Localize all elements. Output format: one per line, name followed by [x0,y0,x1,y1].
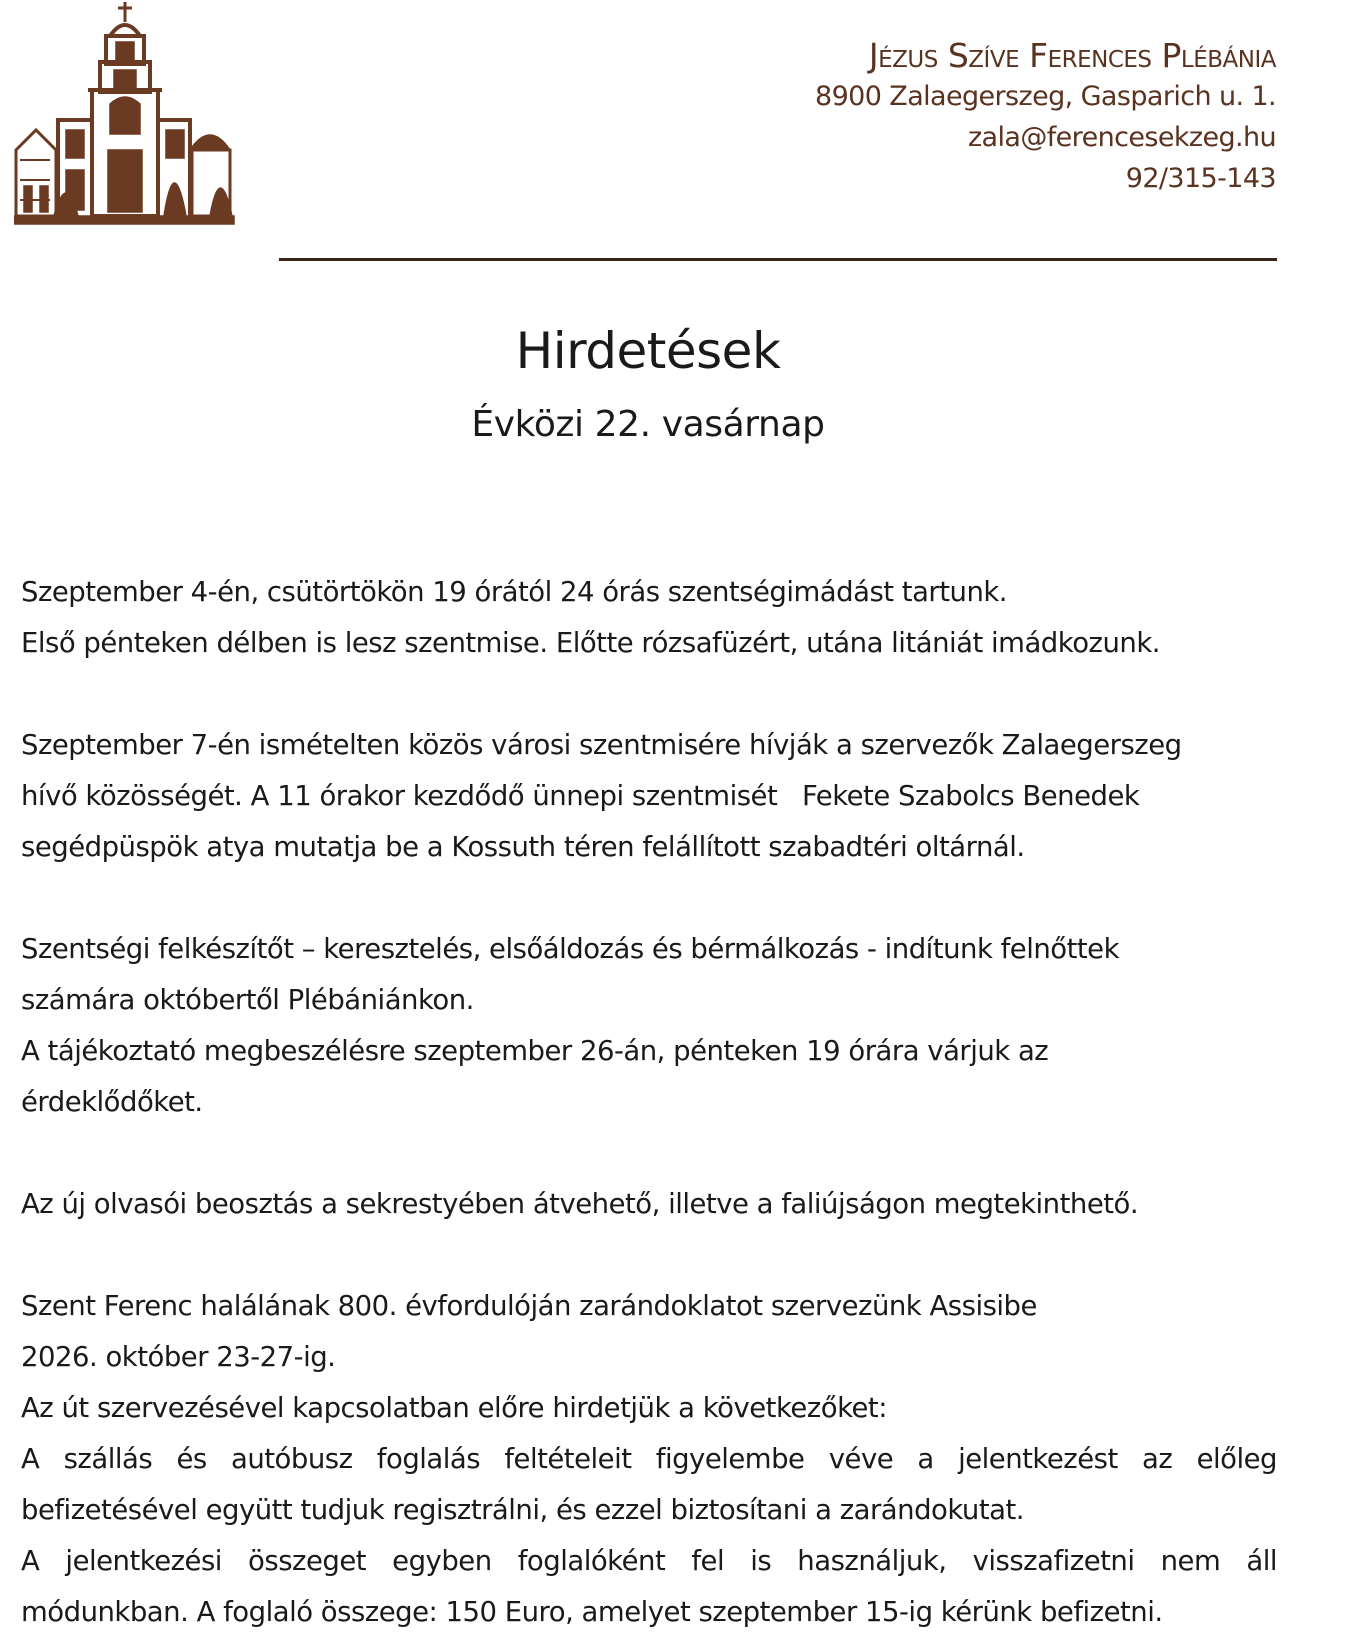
church-drawing-icon [14,0,242,236]
announcement-line: 2026. október 23-27-ig. [21,1341,336,1373]
header-divider [279,258,1277,261]
announcement-line: hívő közösségét. A 11 órakor kezdődő ünnepi szentmisét Fekete Szabolcs Benedek [21,780,1140,812]
announcement-line: Első pénteken délben is lesz szentmise. Előtte rózsafüzért, utána litániát imádkozunk. [21,627,1160,659]
announcement-line: A szállás és autóbusz foglalás feltételeit figyelembe véve a jelentkezést az előleg [21,1443,1277,1475]
announcement-line: Szent Ferenc halálának 800. évfordulóján zarándoklatot szervezünk Assisibe [21,1290,1037,1322]
parish-email[interactable]: zala@ferencesekzeg.hu [967,122,1276,153]
announcement-line: Az út szervezésével kapcsolatban előre hirdetjük a következőket: [21,1392,887,1424]
announcement-line: Az új olvasói beosztás a sekrestyében átvehető, illetve a faliújságon megtekinthető. [21,1188,1139,1220]
announcement-line: Szentségi felkészítőt – keresztelés, elsőáldozás és bérmálkozás - indítunk felnőttek [21,933,1120,965]
announcement-line: Szeptember 7-én ismételten közös városi szentmisére hívják a szervezők Zalaegerszeg [21,729,1182,761]
announcement-line: befizetésével együtt tudjuk regisztrálni, és ezzel biztosítani a zarándokutat. [21,1494,1025,1526]
parish-phone: 92/315-143 [1125,163,1276,194]
announcement-line: A jelentkezési összeget egyben foglalóként fel is használjuk, visszafizetni nem áll [21,1545,1277,1577]
paragraph-gap [21,1230,1277,1281]
page-title: Hirdetések [515,322,781,380]
announcement-line: számára októbertől Plébániánkon. [21,984,474,1016]
paragraph-gap [21,1128,1277,1179]
announcement-line: módunkban. A foglaló összege: 150 Euro, amelyet szeptember 15-ig kérünk befizetni. [21,1596,1163,1628]
announcement-line: érdeklődőket. [21,1086,203,1118]
parish-header [815,36,1276,199]
announcement-line: A tájékoztató megbeszélésre szeptember 26-án, pénteken 19 órára várjuk az [21,1035,1049,1067]
paragraph-gap [21,669,1277,720]
announcement-line: segédpüspök atya mutatja be a Kossuth téren felállított szabadtéri oltárnál. [21,831,1025,863]
page-subtitle: Évközi 22. vasárnap [471,404,825,445]
announcement-line: Szeptember 4-én, csütörtökön 19 órától 24 órás szentségimádást tartunk. [21,576,1008,608]
announcements-body [21,567,1277,1638]
parish-address: 8900 Zalaegerszeg, Gasparich u. 1. [815,81,1276,112]
parish-name: Jézus Szíve Ferences Plébánia [868,36,1276,75]
paragraph-gap [21,873,1277,924]
